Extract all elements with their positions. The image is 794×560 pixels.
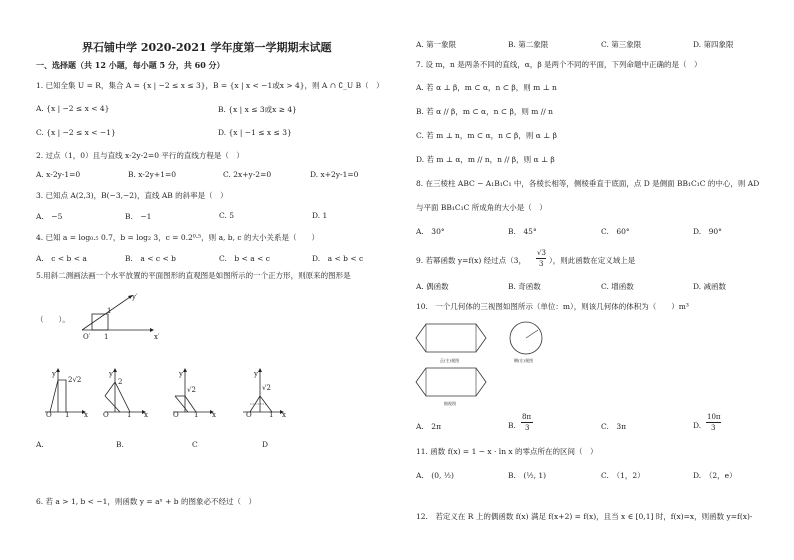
q6-option-d[interactable]: D. 第四象限 <box>693 40 734 49</box>
q1-option-a[interactable]: A. {x | −2 ≤ x < 4} <box>36 104 110 113</box>
q8-stem-line1: 8. 在三棱柱 ABC − A₁B₁C₁ 中，各棱长相等，侧棱垂直于底面，点 D 是侧面 BB₁C₁C 的中心，则 AD <box>416 179 760 188</box>
q9-option-a[interactable]: A. 偶函数 <box>416 282 449 291</box>
q10-option-a[interactable]: A. 2π <box>416 422 442 431</box>
q7-option-b[interactable]: B. 若 α // β，m ⊂ α，n ⊂ β，则 m // n <box>416 107 553 116</box>
q5a-axis-y: y <box>52 370 56 378</box>
q11-option-d[interactable]: D. （2，e） <box>693 471 737 480</box>
q5d-axis-y: y <box>254 370 258 378</box>
q9-frac-bar <box>536 258 546 259</box>
q2-option-a[interactable]: A. x-2y-1=0 <box>36 170 81 179</box>
q9-option-d[interactable]: D. 减函数 <box>693 282 727 291</box>
q10-option-c[interactable]: C. 3π <box>601 422 627 431</box>
q5-stem: 5.用斜二测画法画一个水平放置的平面图形的直观图是如图所示的一个正方形，则原来的图形是 <box>36 271 351 280</box>
q10-option-d-bar <box>706 422 721 423</box>
q3-option-d[interactable]: D. 1 <box>312 211 328 220</box>
q5d-axis-x: x <box>282 411 286 419</box>
q5-paren: （ ）。 <box>36 315 70 324</box>
q5c-axis-x: x <box>212 411 216 419</box>
q8-option-c[interactable]: C. 60° <box>601 227 630 236</box>
q5b-axis-y: y <box>109 370 113 378</box>
q10-three-views-figure <box>414 320 564 408</box>
q5c-origin: O <box>173 411 179 419</box>
section-heading: 一、选择题（共 12 小题，每小题 5 分，共 60 分） <box>36 60 225 70</box>
q11-option-b[interactable]: B. (½, 1) <box>508 471 547 480</box>
q5-option-d-figure[interactable] <box>238 368 288 418</box>
q4-stem: 4. 已知 a = log₀.₅ 0.7，b = log₂ 3，c = 0.2⁰·⁵，则 a, b, c 的大小关系是（ ） <box>36 233 319 242</box>
q10-option-b-num: 8π <box>522 413 532 421</box>
q5b-origin: O <box>103 411 109 419</box>
q8-option-a[interactable]: A. 30° <box>416 227 445 236</box>
q1-option-d[interactable]: D. {x | −1 ≤ x ≤ 3} <box>218 128 292 137</box>
q6-option-c[interactable]: C. 第三象限 <box>601 40 642 49</box>
q5-option-a[interactable]: A. <box>36 440 44 449</box>
q5d-one: 1 <box>269 411 274 419</box>
q2-option-c[interactable]: C. 2x+y-2=0 <box>223 170 272 179</box>
q5b-tick: 2 <box>118 378 123 386</box>
q3-option-a[interactable]: A. −5 <box>36 212 63 221</box>
q5-label-one-top: 1 <box>107 307 112 315</box>
q10-option-d-num: 10π <box>707 413 721 421</box>
q6-option-a[interactable]: A. 第一象限 <box>416 40 457 49</box>
q10-view-c-label: 俯视图 <box>444 401 456 406</box>
q5b-axis-x: x <box>144 411 148 419</box>
q5-option-c-figure[interactable] <box>168 368 218 418</box>
q8-option-b[interactable]: B. 45° <box>508 227 537 236</box>
q7-option-c[interactable]: C. 若 m ⊥ n，m ⊂ α，n ⊂ β，则 α ⊥ β <box>416 131 557 140</box>
q5-option-b[interactable]: B. <box>116 440 124 449</box>
q10-option-d-label[interactable]: D. <box>693 421 702 430</box>
q5-option-c[interactable]: C <box>192 440 198 449</box>
q10-option-b-bar <box>521 422 533 423</box>
q3-option-b[interactable]: B. −1 <box>125 212 152 221</box>
q5-option-b-figure[interactable] <box>100 368 150 418</box>
q1-option-c[interactable]: C. {x | −2 ≤ x < −1} <box>36 128 116 137</box>
q10-option-b-den: 3 <box>525 424 530 432</box>
q10-option-b-label[interactable]: B. <box>508 421 516 430</box>
q5a-origin: O <box>46 411 52 419</box>
q1-option-b[interactable]: B. {x | x ≤ 3或x ≥ 4} <box>218 105 297 114</box>
q4-option-a[interactable]: A. c < b < a <box>36 254 87 263</box>
q1-stem: 1. 已知全集 U = R，集合 A = {x | −2 ≤ x ≤ 3}，B = {x | x < −1或x > 4}，则 A ∩ ∁_U B（ ） <box>36 81 384 90</box>
q5c-axis-y: y <box>179 370 183 378</box>
q10-view-a-label: 正(主)视图 <box>440 358 460 363</box>
exam-title: 界石铺中学 2020-2021 学年度第一学期期末试题 <box>82 41 332 54</box>
q10-stem: 10. 一个几何体的三视图如图所示（单位：m），则该几何体的体积为（ ）m³ <box>416 302 689 311</box>
q5-option-a-figure[interactable] <box>40 368 90 418</box>
q7-option-a[interactable]: A. 若 α ⊥ β，m ⊂ α，n ⊂ β，则 m ⊥ n <box>416 83 557 92</box>
q4-option-c[interactable]: C. b < a < c <box>219 254 270 263</box>
q11-option-a[interactable]: A. (0, ½) <box>416 471 454 480</box>
q4-option-d[interactable]: D. a < b < c <box>312 254 364 263</box>
q5-option-d[interactable]: D <box>262 440 269 449</box>
q3-option-c[interactable]: C. 5 <box>219 211 235 220</box>
q5d-tick: √2 <box>262 384 271 392</box>
q6-option-b[interactable]: B. 第二象限 <box>508 40 549 49</box>
q5a-axis-x: x <box>84 411 88 419</box>
q5-label-origin: O′ <box>83 333 91 341</box>
q6-stem: 6. 若 a > 1, b < −1，则函数 y = aˣ + b 的图象必不经过（ ） <box>36 497 256 506</box>
q5-label-one-bottom: 1 <box>104 333 109 341</box>
q4-option-b[interactable]: B. a < c < b <box>125 254 176 263</box>
q2-option-d[interactable]: D. x+2y-1=0 <box>310 170 359 179</box>
q5a-one: 1 <box>65 411 70 419</box>
q5c-tick: √2 <box>187 386 196 394</box>
q5-label-y: y′ <box>132 293 138 301</box>
q9-frac-den: 3 <box>539 260 544 268</box>
q9-option-c[interactable]: C. 增函数 <box>601 282 634 291</box>
q9-stem-post: ），则此函数在定义域上是 <box>549 256 636 265</box>
q5a-tick: 2√2 <box>68 376 82 384</box>
q9-stem-pre: 9. 若幂函数 y=f(x) 经过点（3， <box>416 256 526 265</box>
q5b-one: 1 <box>127 411 132 419</box>
q5-main-figure <box>80 290 160 345</box>
q5c-one: 1 <box>194 411 199 419</box>
q8-option-d[interactable]: D. 90° <box>693 227 722 236</box>
q9-frac-num: √3 <box>537 249 546 257</box>
q2-option-b[interactable]: B. x-2y+1=0 <box>128 170 177 179</box>
q3-stem: 3. 已知点 A(2,3)，B(−3,−2)，直线 AB 的斜率是（ ） <box>36 191 228 200</box>
q10-view-b-label: 侧(左)视图 <box>514 358 534 363</box>
q5-label-x: x′ <box>154 333 160 341</box>
q7-stem: 7. 设 m，n 是两条不同的直线，α，β 是两个不同的平面，下列命题中正确的是（ ） <box>416 60 702 69</box>
q8-stem-line2: 与平面 BB₁C₁C 所成角的大小是（ ） <box>416 203 547 212</box>
q10-option-d-den: 3 <box>711 424 716 432</box>
q12-stem: 12. 若定义在 R 上的偶函数 f(x) 满足 f(x+2) = f(x)，且当 x ∈ [0,1] 时，f(x)=x，则函数 y=f(x)- <box>416 512 753 521</box>
q2-stem: 2. 过点（1，0）且与直线 x-2y-2=0 平行的直线方程是（ ） <box>36 151 244 160</box>
q7-option-d[interactable]: D. 若 m ⊥ α，m // n，n // β，则 α ⊥ β <box>416 155 555 164</box>
q9-option-b[interactable]: B. 奇函数 <box>508 282 541 291</box>
q11-stem: 11. 函数 f(x) = 1 − x · ln x 的零点所在的区间（ ） <box>416 447 598 456</box>
q5d-origin: O <box>246 411 252 419</box>
q11-option-c[interactable]: C. （1，2） <box>601 471 645 480</box>
